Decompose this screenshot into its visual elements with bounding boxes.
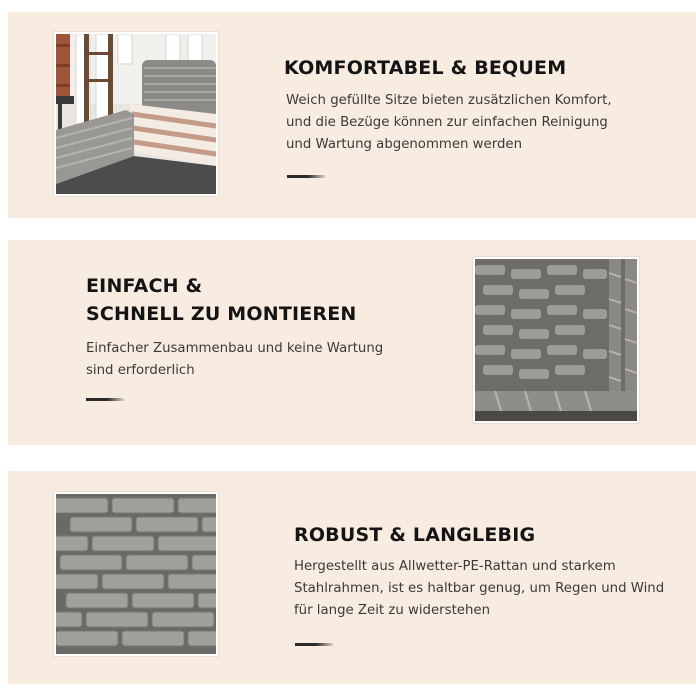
description-line: Einfacher Zusammenbau und keine Wartung <box>86 341 384 356</box>
rattan-weave-photo <box>54 492 218 656</box>
accent-line <box>287 175 325 178</box>
description-line: für lange Zeit zu widerstehen <box>294 603 490 618</box>
rattan-frame-photo <box>473 257 639 423</box>
description-line: sind erforderlich <box>86 363 195 378</box>
description-line: und die Bezüge können zur einfachen Reinigung <box>286 115 608 130</box>
accent-line <box>295 643 333 646</box>
feature-title: ROBUST & LANGLEBIG <box>294 524 536 546</box>
description-line: Weich gefüllte Sitze bieten zusätzlichen Komfort, <box>286 93 612 108</box>
rattan-weave-image <box>56 494 216 654</box>
feature-title: KOMFORTABEL & BEQUEM <box>284 57 567 79</box>
feature-panel-durability <box>8 471 696 684</box>
title-line: EINFACH & <box>86 275 203 297</box>
feature-description <box>86 338 383 382</box>
sofa-cushion-photo <box>54 32 218 196</box>
accent-line <box>86 398 124 401</box>
description-line: Stahlrahmen, ist es haltbar genug, um Regen und Wind <box>294 581 665 596</box>
feature-description <box>294 556 664 622</box>
sofa-cushion-image <box>56 34 216 194</box>
description-line: und Wartung abgenommen werden <box>286 137 523 152</box>
feature-title <box>86 272 357 328</box>
feature-panel-comfort <box>8 12 696 218</box>
description-line: Hergestellt aus Allwetter-PE-Rattan und starkem <box>294 559 616 574</box>
feature-description <box>286 90 612 156</box>
feature-panel-assembly <box>8 240 696 445</box>
title-line: SCHNELL ZU MONTIEREN <box>86 303 357 325</box>
rattan-frame-image <box>475 259 637 421</box>
